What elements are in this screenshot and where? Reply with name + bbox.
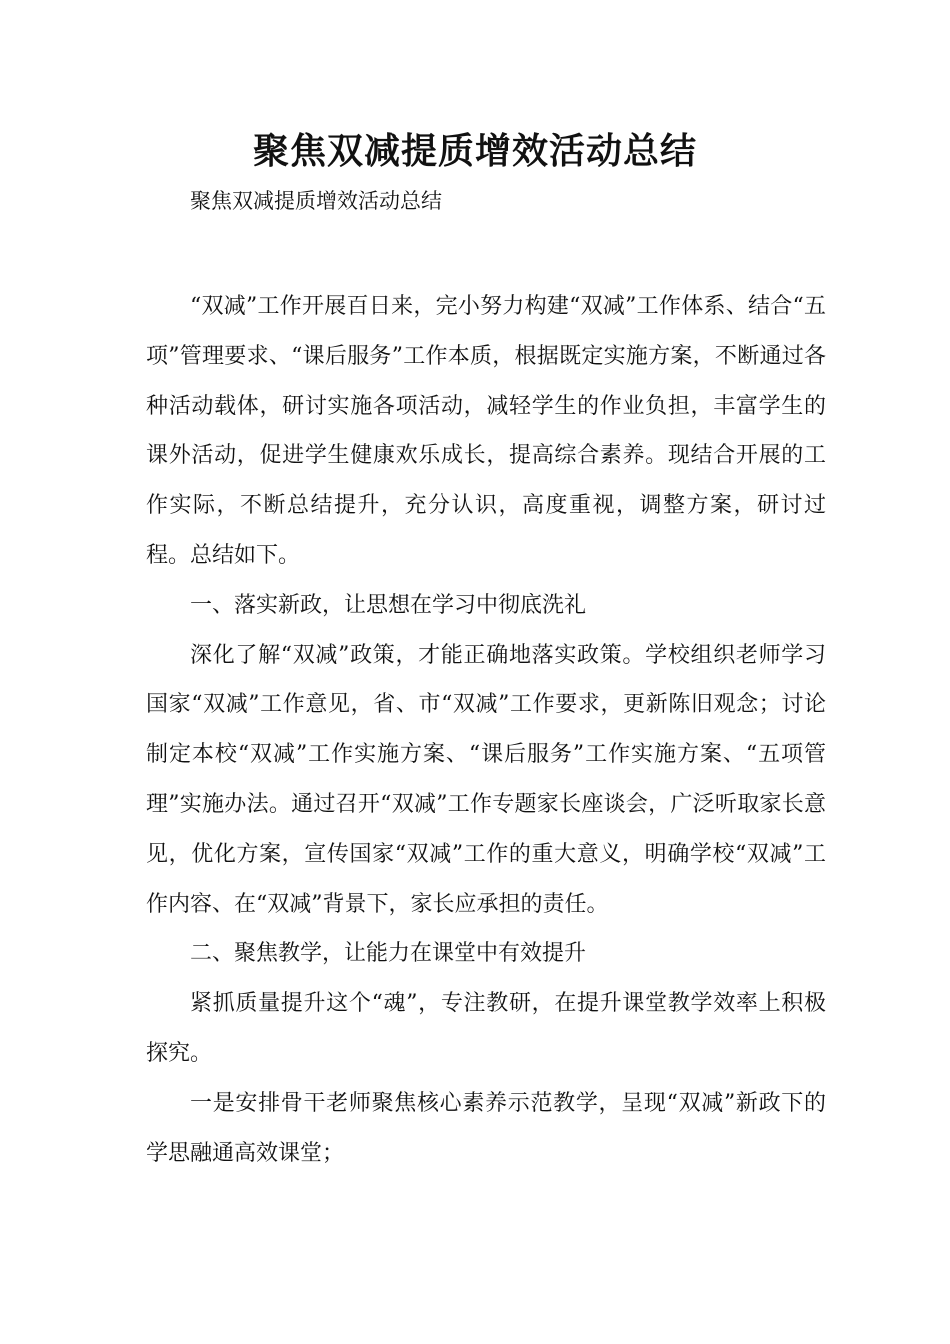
paragraph-point-1: 一是安排骨干老师聚焦核心素养示范教学，呈现“双减”新政下的学思融通高效课堂； xyxy=(146,1090,826,1166)
document-title: 聚焦双减提质增效活动总结 xyxy=(252,131,697,172)
section-heading-2: 二、聚焦教学，让能力在课堂中有效提升 xyxy=(190,941,587,967)
paragraph-intro: “双减”工作开展百日来，完小努力构建“双减”工作体系、结合“五项”管理要求、“课后服务”工作本质，根据既定实施方案，不断通过各种活动载体，研讨实施各项活动，减轻学生的作业负担，丰富学生的课外活动，促进学生健康欢乐成长，提高综合素养。现结合开展的工作实际，不断总结提升，充分认识，高度重视，调整方案，研讨过程。总结如下。 xyxy=(146,294,826,568)
section-heading-1: 一、落实新政，让思想在学习中彻底洗礼 xyxy=(190,592,587,618)
document-subtitle: 聚焦双减提质增效活动总结 xyxy=(190,189,442,213)
document-body xyxy=(146,282,826,1178)
paragraph-section-1: 深化了解“双减”政策，才能正确地落实政策。学校组织老师学习国家“双减”工作意见，省、市“双减”工作要求，更新陈旧观念；讨论制定本校“双减”工作实施方案、“课后服务”工作实施方案、“五项管理”实施办法。通过召开“双减”工作专题家长座谈会，广泛听取家长意见，优化方案，宣传国家“双减”工作的重大意义，明确学校“双减”工作内容、在“双减”背景下，家长应承担的责任。 xyxy=(146,642,826,917)
paragraph-section-2: 紧抓质量提升这个“魂”，专注教研，在提升课堂教学效率上积极探究。 xyxy=(146,991,826,1066)
